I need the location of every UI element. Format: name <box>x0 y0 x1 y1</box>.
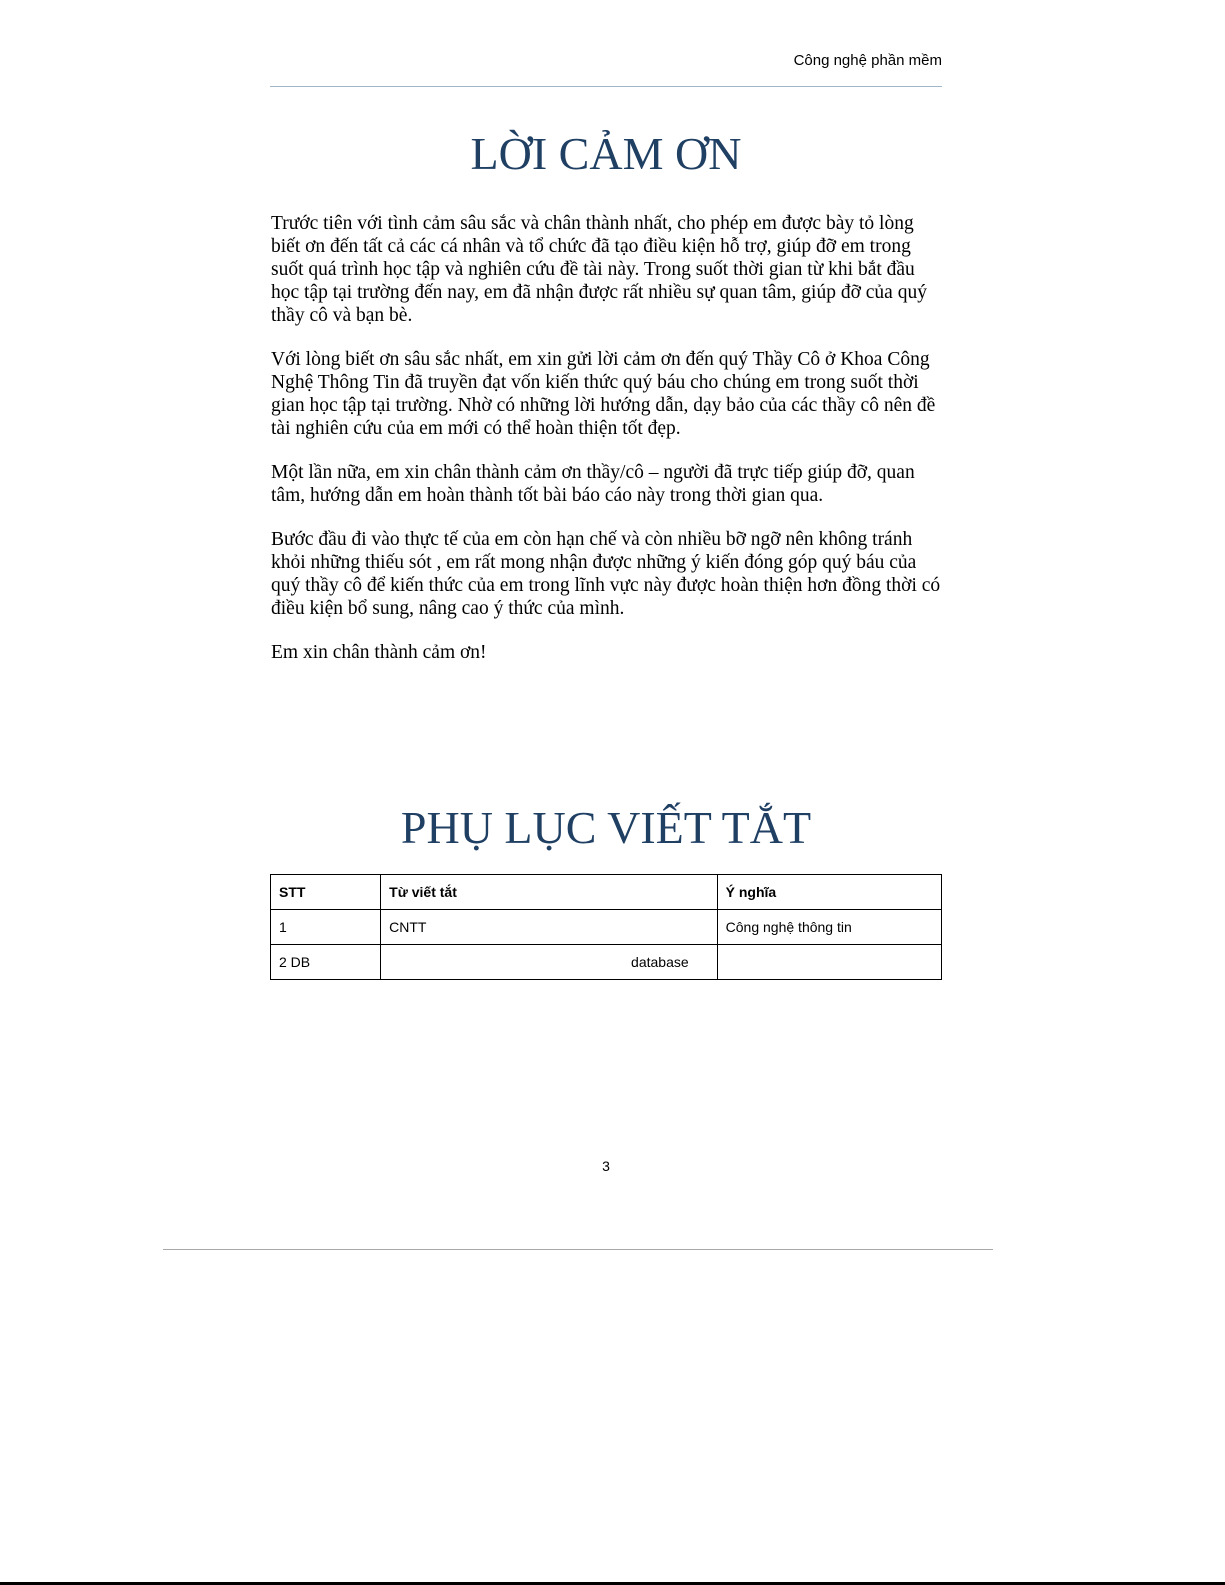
column-header-stt: STT <box>271 875 381 910</box>
table-cell: 2 DB <box>271 945 381 980</box>
running-header: Công nghệ phần mềm <box>793 52 942 69</box>
table-cell: 1 <box>271 910 381 945</box>
paragraph: Với lòng biết ơn sâu sắc nhất, em xin gửi lời cảm ơn đến quý Thầy Cô ở Khoa Công Nghệ Thông Tin đã truyền đạt vốn kiến thức quý báu cho chúng em trong suốt thời gian học tập tại trường. Nhờ có những lời hướng dẫn, dạy bảo của các thầy cô nên đề tài nghiên cứu của em mới có thể hoàn thiện tốt đẹp. <box>271 349 936 439</box>
table-row <box>271 910 942 945</box>
abbreviations-title: PHỤ LỤC VIẾT TẮT <box>400 802 812 853</box>
paragraph: Trước tiên với tình cảm sâu sắc và chân thành nhất, cho phép em được bày tỏ lòng biết ơn đến tất cả các cá nhân và tổ chức đã tạo điều kiện hỗ trợ, giúp đỡ em trong suốt quá trình học tập và nghiên cứu đề tài này. Trong suốt thời gian từ khi bắt đầu học tập tại trường đến nay, em đã nhận được rất nhiều sự quan tâm, giúp đỡ của quý thầy cô và bạn bè. <box>271 213 927 326</box>
column-header-abbreviation: Từ viết tắt <box>381 875 718 910</box>
table-cell: database <box>381 945 718 980</box>
paragraph: Một lần nữa, em xin chân thành cảm ơn thầy/cô – người đã trực tiếp giúp đỡ, quan tâm, hướng dẫn em hoàn thành tốt bài báo cáo này trong thời gian qua. <box>271 462 915 506</box>
table-cell: Công nghệ thông tin <box>717 910 941 945</box>
abbreviations-table <box>270 874 942 980</box>
table-cell: CNTT <box>381 910 718 945</box>
table-cell <box>717 945 941 980</box>
acknowledgement-body <box>271 212 943 685</box>
footer-divider <box>163 1249 993 1250</box>
header-divider <box>270 86 942 87</box>
acknowledgement-title: LỜI CẢM ƠN <box>470 128 742 179</box>
column-header-meaning: Ý nghĩa <box>717 875 941 910</box>
paragraph: Bước đầu đi vào thực tế của em còn hạn chế và còn nhiều bỡ ngỡ nên không tránh khỏi những thiếu sót , em rất mong nhận được những ý kiến đóng góp quý báu của quý thầy cô để kiến thức của em trong lĩnh vực này được hoàn thiện hơn đồng thời có điều kiện bổ sung, nâng cao ý thức của mình. <box>271 529 941 619</box>
page-number: 3 <box>602 1158 610 1174</box>
table-row <box>271 945 942 980</box>
closing-line: Em xin chân thành cảm ơn! <box>271 642 487 663</box>
table-header-row <box>271 875 942 910</box>
